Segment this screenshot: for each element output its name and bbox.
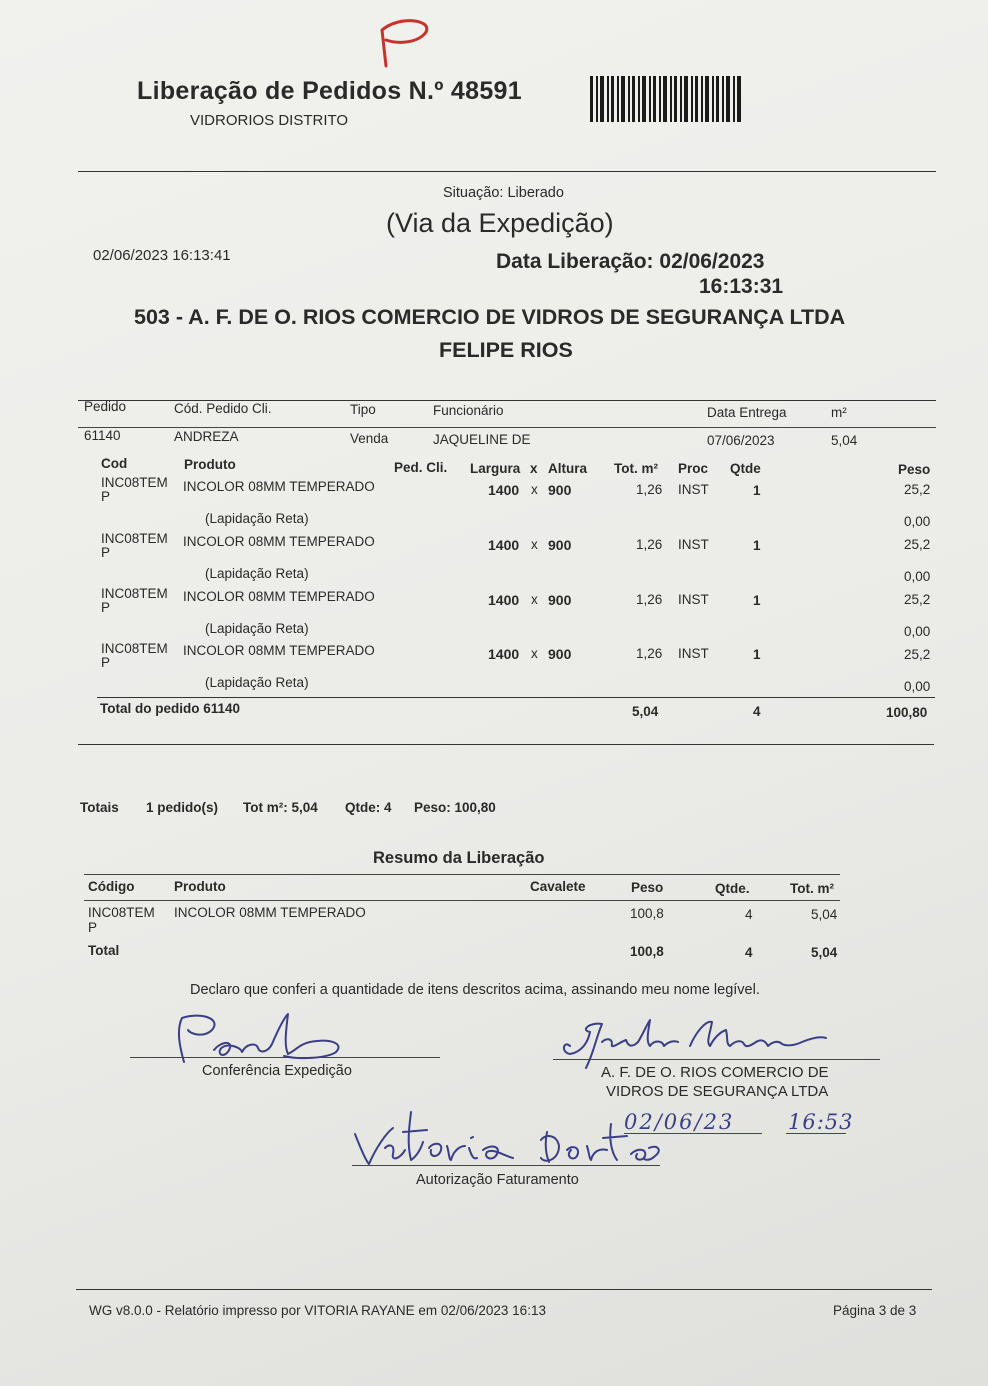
item-largura: 1400 bbox=[488, 592, 520, 608]
item-peso: 25,2 bbox=[904, 537, 931, 552]
resumo-total-peso: 100,8 bbox=[630, 944, 664, 959]
item-proc: INST bbox=[678, 646, 709, 661]
col-peso: Peso bbox=[898, 462, 931, 477]
item-peso: 25,2 bbox=[904, 482, 931, 497]
handwritten-time: 16:53 bbox=[788, 1110, 854, 1134]
totais-qtde: Qtde: 4 bbox=[345, 800, 392, 815]
item-x: x bbox=[531, 646, 538, 661]
resumo-col-cavalete: Cavalete bbox=[530, 879, 586, 894]
label-funcionario: Funcionário bbox=[433, 403, 504, 418]
value-m2: 5,04 bbox=[831, 433, 858, 448]
col-cod: Cod bbox=[101, 456, 128, 471]
item-sub-peso: 0,00 bbox=[904, 624, 931, 639]
handwritten-date: 02/06/23 bbox=[624, 1110, 735, 1134]
item-tot-m2: 1,26 bbox=[636, 592, 663, 607]
item-cod: INC08TEM P bbox=[101, 475, 168, 504]
footer-page-number: Página 3 de 3 bbox=[833, 1303, 917, 1318]
resumo-col-qtde: Qtde. bbox=[715, 881, 750, 896]
value-data-entrega: 07/06/2023 bbox=[707, 433, 775, 448]
label-data-entrega: Data Entrega bbox=[707, 405, 787, 420]
item-qtde: 1 bbox=[753, 483, 761, 498]
item-sub-desc: (Lapidação Reta) bbox=[205, 511, 309, 526]
client-contact: FELIPE RIOS bbox=[439, 338, 573, 362]
item-altura: 900 bbox=[548, 537, 572, 553]
item-sub-peso: 0,00 bbox=[904, 569, 931, 584]
resumo-row-tot-m2: 5,04 bbox=[811, 907, 838, 922]
signature-line-conferencia bbox=[130, 1057, 440, 1058]
label-pedido: Pedido bbox=[84, 399, 127, 414]
total-pedido-qtde: 4 bbox=[753, 704, 761, 719]
declaration-text: Declaro que conferi a quantidade de itens descritos acima, assinando meu nome legível. bbox=[190, 982, 760, 998]
resumo-header-line bbox=[84, 900, 840, 901]
label-cod-pedido-cli: Cód. Pedido Cli. bbox=[174, 401, 272, 416]
company-signature-line2: VIDROS DE SEGURANÇA LTDA bbox=[606, 1083, 829, 1100]
col-qtde: Qtde bbox=[730, 461, 761, 476]
resumo-total-tot-m2: 5,04 bbox=[811, 945, 838, 960]
signature-line-autorizacao bbox=[352, 1165, 660, 1166]
resumo-title: Resumo da Liberação bbox=[373, 849, 545, 867]
value-funcionario: JAQUELINE DE bbox=[433, 432, 531, 447]
item-qtde: 1 bbox=[753, 593, 761, 608]
item-altura: 900 bbox=[548, 482, 572, 498]
item-proc: INST bbox=[678, 537, 709, 552]
order-header-line bbox=[78, 427, 936, 428]
totais-peso: Peso: 100,80 bbox=[414, 800, 496, 815]
col-proc: Proc bbox=[678, 461, 709, 476]
item-altura: 900 bbox=[548, 646, 572, 662]
item-tot-m2: 1,26 bbox=[636, 482, 663, 497]
item-sub-desc: (Lapidação Reta) bbox=[205, 675, 309, 690]
resumo-row-qtde: 4 bbox=[745, 907, 753, 922]
header-divider bbox=[78, 171, 936, 172]
item-qtde: 1 bbox=[753, 647, 761, 662]
handwritten-p-mark bbox=[372, 12, 438, 70]
barcode bbox=[590, 76, 742, 122]
total-pedido-peso: 100,80 bbox=[886, 705, 928, 720]
item-x: x bbox=[531, 537, 538, 552]
resumo-total-qtde: 4 bbox=[745, 945, 753, 960]
company-name: VIDRORIOS DISTRITO bbox=[190, 112, 349, 129]
item-produto: INCOLOR 08MM TEMPERADO bbox=[183, 589, 375, 604]
totais-label: Totais bbox=[80, 800, 119, 815]
item-cod: INC08TEM P bbox=[101, 531, 168, 560]
value-cod-pedido-cli: ANDREZA bbox=[174, 429, 239, 444]
situacao: Situação: Liberado bbox=[443, 185, 564, 201]
item-produto: INCOLOR 08MM TEMPERADO bbox=[183, 479, 375, 494]
col-x: x bbox=[530, 461, 538, 476]
item-x: x bbox=[531, 482, 538, 497]
label-tipo: Tipo bbox=[350, 402, 376, 417]
col-largura: Largura bbox=[470, 461, 521, 476]
total-pedido-m2: 5,04 bbox=[632, 704, 659, 719]
col-tot-m2: Tot. m² bbox=[614, 461, 658, 476]
item-peso: 25,2 bbox=[904, 647, 931, 662]
data-liberacao-time: 16:13:31 bbox=[699, 275, 784, 298]
total-pedido-label: Total do pedido 61140 bbox=[100, 701, 241, 716]
company-signature-line1: A. F. DE O. RIOS COMERCIO DE bbox=[601, 1064, 829, 1081]
item-produto: INCOLOR 08MM TEMPERADO bbox=[183, 643, 375, 658]
items-total-line bbox=[97, 697, 935, 698]
resumo-total-label: Total bbox=[88, 943, 120, 958]
resumo-row-peso: 100,8 bbox=[630, 906, 664, 921]
print-timestamp: 02/06/2023 16:13:41 bbox=[93, 247, 231, 264]
item-produto: INCOLOR 08MM TEMPERADO bbox=[183, 534, 375, 549]
item-sub-desc: (Lapidação Reta) bbox=[205, 621, 309, 636]
via-label: (Via da Expedição) bbox=[386, 208, 614, 238]
label-m2: m² bbox=[831, 405, 847, 420]
col-altura: Altura bbox=[548, 461, 588, 476]
footer-line bbox=[76, 1289, 932, 1290]
footer-report-info: WG v8.0.0 - Relatório impresso por VITORIA RAYANE em 02/06/2023 16:13 bbox=[89, 1303, 546, 1318]
data-liberacao: Data Liberação: 02/06/2023 bbox=[496, 250, 765, 273]
page-title: Liberação de Pedidos N.º 48591 bbox=[137, 77, 522, 105]
item-largura: 1400 bbox=[488, 537, 520, 553]
resumo-col-codigo: Código bbox=[88, 879, 135, 894]
section-divider bbox=[78, 744, 934, 745]
item-altura: 900 bbox=[548, 592, 572, 608]
item-proc: INST bbox=[678, 482, 709, 497]
totais-pedidos: 1 pedido(s) bbox=[146, 800, 219, 815]
resumo-row-codigo: INC08TEM P bbox=[88, 905, 155, 935]
totais-m2: Tot m²: 5,04 bbox=[243, 800, 318, 815]
resumo-top-line bbox=[84, 874, 840, 875]
item-sub-peso: 0,00 bbox=[904, 679, 931, 694]
resumo-row-produto: INCOLOR 08MM TEMPERADO bbox=[174, 905, 366, 920]
resumo-col-produto: Produto bbox=[174, 879, 226, 894]
item-proc: INST bbox=[678, 592, 709, 607]
conferencia-label: Conferência Expedição bbox=[202, 1063, 352, 1079]
signature-line-company bbox=[553, 1059, 880, 1060]
item-largura: 1400 bbox=[488, 646, 520, 662]
item-sub-peso: 0,00 bbox=[904, 514, 931, 529]
resumo-col-peso: Peso bbox=[631, 880, 664, 895]
item-qtde: 1 bbox=[753, 538, 761, 553]
value-pedido: 61140 bbox=[84, 428, 121, 443]
client-name: 503 - A. F. DE O. RIOS COMERCIO DE VIDROS DE SEGURANÇA LTDA bbox=[134, 305, 846, 329]
col-ped-cli: Ped. Cli. bbox=[394, 460, 448, 475]
item-cod: INC08TEM P bbox=[101, 641, 168, 670]
item-largura: 1400 bbox=[488, 482, 520, 498]
autorizacao-label: Autorização Faturamento bbox=[416, 1172, 579, 1188]
item-sub-desc: (Lapidação Reta) bbox=[205, 566, 309, 581]
item-cod: INC08TEM P bbox=[101, 586, 168, 615]
resumo-col-tot-m2: Tot. m² bbox=[790, 881, 834, 896]
handwritten-time-underline bbox=[786, 1133, 846, 1134]
signature-autorizacao bbox=[345, 1104, 665, 1174]
item-tot-m2: 1,26 bbox=[636, 646, 663, 661]
item-tot-m2: 1,26 bbox=[636, 537, 663, 552]
value-tipo: Venda bbox=[350, 431, 389, 446]
signature-conferencia bbox=[160, 1010, 360, 1070]
item-x: x bbox=[531, 592, 538, 607]
col-produto: Produto bbox=[184, 457, 236, 472]
item-peso: 25,2 bbox=[904, 592, 931, 607]
